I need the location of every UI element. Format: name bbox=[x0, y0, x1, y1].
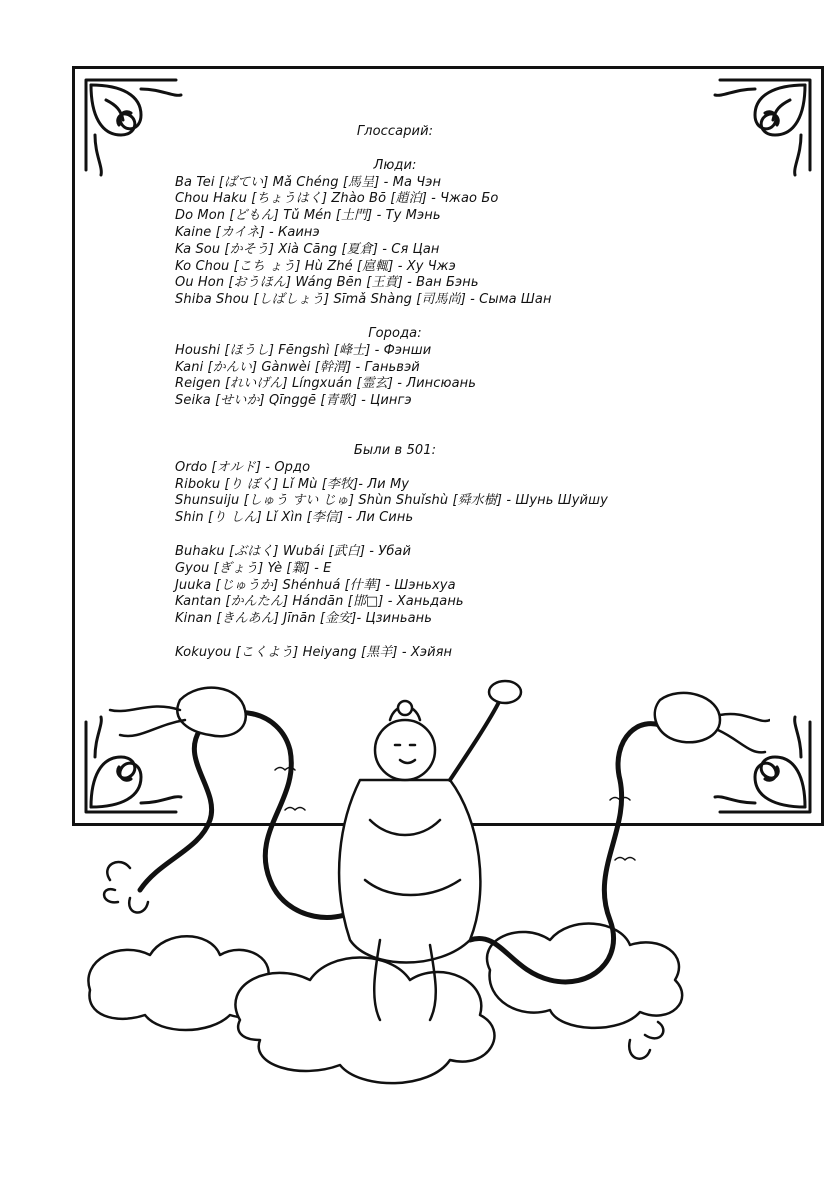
boy-robe bbox=[339, 780, 480, 963]
list-item: Kani [かんい] Gànwèi [幹渭] - Ганьвэй bbox=[175, 359, 420, 375]
section-heading-people: Люди: bbox=[373, 157, 417, 173]
list-item: Shin [り しん] Lǐ Xìn [李信] - Ли Синь bbox=[175, 510, 414, 526]
list-item: Buhaku [ぶはく] Wubái [武白] - Убай bbox=[175, 543, 412, 559]
list-item: Shunsuiju [しゅう すい じゅ] Shùn Shuǐshù [舜水樹] - Шунь Шуйшу bbox=[175, 493, 608, 509]
list-item: Kokuyou [こくよう] Heiyang [黒羊] - Хэйян bbox=[175, 644, 453, 660]
list-item: Shiba Shou [しばしょう] Sīmǎ Shàng [司馬尚] - Сыма Шан bbox=[175, 292, 552, 308]
list-item: Ba Tei [ばてい] Mǎ Chéng [馬呈] - Ма Чэн bbox=[175, 174, 442, 190]
list-item: Ko Chou [こち ょう] Hù Zhé [扈輒] - Ху Чжэ bbox=[175, 258, 456, 274]
glossary-title: Глоссарий: bbox=[356, 124, 434, 139]
cloud-right bbox=[487, 924, 682, 1028]
list-item: Kantan [かんたん] Hándān [邯□] - Ханьдань bbox=[175, 594, 464, 610]
glossary-text bbox=[175, 124, 795, 662]
list-item: Do Mon [どもん] Tǔ Mén [土門] - Ту Мэнь bbox=[175, 208, 441, 224]
list-item: Kaine [カイネ] - Каинэ bbox=[175, 224, 320, 240]
dragon-left-head bbox=[177, 688, 245, 737]
list-item: Kinan [きんあん] Jīnān [金安]- Цзиньань bbox=[175, 611, 433, 627]
boy-head bbox=[375, 720, 435, 780]
ruyi-head bbox=[489, 681, 521, 703]
list-item: Ka Sou [かそう] Xià Cāng [夏倉] - Ся Цан bbox=[175, 241, 440, 257]
list-item: Juuka [じゅうか] Shénhuá [什華] - Шэньхуа bbox=[175, 577, 456, 593]
dragon-rider-illustration bbox=[70, 640, 770, 1200]
cloud-center bbox=[235, 958, 494, 1084]
section-heading-chapter-501: Были в 501: bbox=[353, 442, 437, 458]
list-item: Seika [せいか] Qīnggē [青歌] - Цингэ bbox=[175, 393, 412, 409]
list-item: Houshi [ほうし] Fēngshì [峰士] - Фэнши bbox=[175, 342, 432, 358]
list-item: Chou Haku [ちょうはく] Zhào Bō [趙泊] - Чжао Бо bbox=[175, 191, 499, 207]
dragon-right-head bbox=[655, 693, 720, 742]
dragon-claw-right bbox=[629, 1022, 663, 1059]
list-item: Ou Hon [おうほん] Wáng Bēn [王賁] - Ван Бэнь bbox=[175, 275, 479, 291]
list-item: Gyou [ぎょう] Yè [鄴] - Е bbox=[175, 560, 332, 576]
list-item: Riboku [り ぼく] Lǐ Mù [李牧]- Ли Му bbox=[175, 476, 410, 492]
list-item: Ordo [オルド] - Ордо bbox=[175, 459, 311, 475]
section-heading-cities: Города: bbox=[368, 325, 422, 341]
list-item: Reigen [れいげん] Língxuán [霊玄] - Линсюань bbox=[175, 376, 476, 392]
